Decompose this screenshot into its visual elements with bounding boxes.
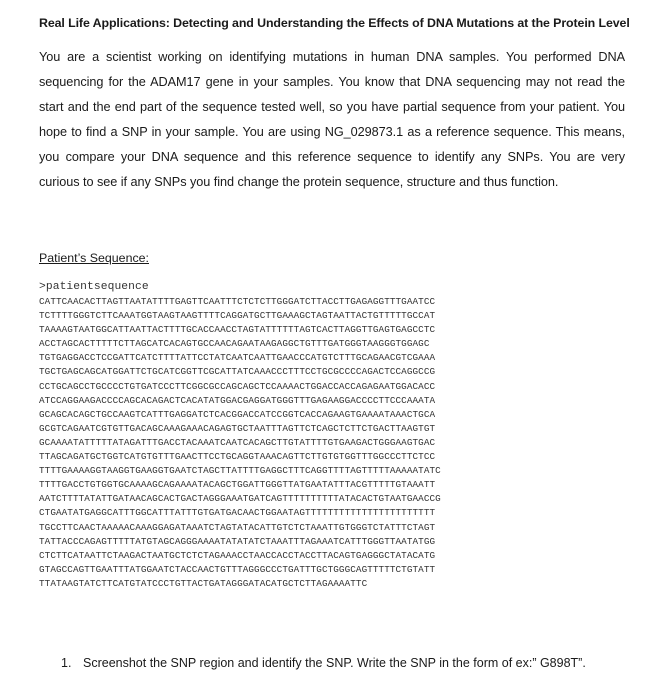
sequence-line: CTGAATATGAGGCATTTGGCATTTATTTGTGATGACAACTGGAATAGTTTTTTTTTTTTTTTTTTTTTTT	[39, 507, 436, 519]
sequence-line: CTCTTCATAATTCTAAGACTAATGCTCTCTAGAAACCTAACCACCTACCTTACAGTGAGGGCTATACATG	[39, 549, 436, 561]
sequence-line: TAAAAGTAATGGCATTAATTACTTTTGCACCAACCTAGTATTTTTTAGTCACTTAGGTTGAGTGAGCCTC	[39, 324, 436, 336]
sequence-header: >patientsequence	[39, 281, 149, 293]
sequence-line: GTAGCCAGTTGAATTTATGGAATCTACCAACTGTTTAGGGCCCTGATTTGCTGGGCAGTTTTTCTGTATT	[39, 563, 436, 575]
sequence-line: TCTTTTGGGTCTTCAAATGGTAAGTAAGTTTTCAGGATGCTTGAAAGCTAGTAATTACTGTTTTTGCCAT	[39, 310, 436, 322]
sequence-line: TTTTGAAAAGGTAAGGTGAAGGTGAATCTAGCTTATTTTGAGGCTTTCAGGTTTTAGTTTTTAAAAATATC	[39, 465, 441, 477]
sequence-line: GCAGCACAGCTGCCAAGTCATTTGAGGATCTCACGGACCATCCGGTCACCAGAAGTGAAAATAAACTGCA	[39, 408, 436, 420]
sequence-line: GCAAAATATTTTTATAGATTTGACCTACAAATCAATCACAGCTTGTATTTTGTGAAGACTGGGAAGTGAC	[39, 436, 436, 448]
patient-sequence-block	[39, 280, 639, 591]
sequence-line: TGCTGAGCAGCATGGATTCTGCATCGGTTCGCATTATCAAACCCTTTCCTGCGCCCCAGACTCCAGGCCG	[39, 366, 436, 378]
sequence-line: TTAGCAGATGCTGGTCATGTGTTTGAACTTCCTGCAGGTAAACAGTTCTTGTGTGGTTTGGCCCTTCTCC	[39, 451, 436, 463]
question-number: 1.	[61, 656, 72, 670]
section-heading-patient-sequence: Patient’s Sequence:	[39, 251, 149, 265]
document-title: Real Life Applications: Detecting and Understanding the Effects of DNA Mutations at the Protein Level	[39, 16, 630, 30]
sequence-line: ATCCAGGAAGACCCCAGCACAGACTCACATATGGACGAGGATGGGTTTGAGAAGGACCCCTTCCCAAATA	[39, 394, 436, 406]
sequence-line: GCGTCAGAATCGTGTTGACAGCAAAGAAACAGAGTGCTAATTTAGTTCTCAGCTCTTCTGACTTAAGTGT	[39, 422, 436, 434]
question-text: Screenshot the SNP region and identify the SNP. Write the SNP in the form of ex:” G898T”.	[83, 656, 586, 670]
intro-paragraph: You are a scientist working on identifying mutations in human DNA samples. You performed DNA sequencing for the ADAM17 gene in your samples. You know that DNA sequencing may not read the start and the end part of the sequence tested well, so you have partial sequence from your patient. You hope to find a SNP in your sample. You are using NG_029873.1 as a reference sequence. This means, you compare your DNA sequence and this reference sequence to identify any SNPs. You are very curious to see if any SNPs you find change the protein sequence, structure and thus function.	[39, 50, 625, 189]
sequence-line: TTATAAGTATCTTCATGTATCCCTGTTACTGATAGGGATACATGCTCTTAGAAAATTC	[39, 577, 368, 589]
sequence-line: TGCCTTCAACTAAAAACAAAGGAGATAAATCTAGTATACATTGTCTCTAAATTGTGGGTCTATTTCTAGT	[39, 521, 436, 533]
sequence-line: CCTGCAGCCTGCCCCTGTGATCCCTTCGGCGCCAGCAGCTCCAAAACTGGACCACCAGAGAATGGACACC	[39, 380, 436, 392]
sequence-line: ACCTAGCACTTTTTCTTAGCATCACAGTGCCAACAGAATAAGAGGCTGTTTGATGGGTAAGGGTGGAGC	[39, 338, 430, 350]
question-item	[61, 656, 586, 670]
sequence-line: TATTACCCAGAGTTTTTATGTAGCAGGGAAAATATATATCTAAATTTAGAAATCATTTGGGTTAATATGG	[39, 535, 436, 547]
sequence-line: TGTGAGGACCTCCGATTCATCTTTTATTCCTATCAATCAATTGAACCCATGTCTTTGCAGAACGTCGAAA	[39, 352, 436, 364]
sequence-line: TTTTGACCTGTGGTGCAAAAGCAGAAAATACAGCTGGATTGGGTTATGAATATTTACGTTTTTGTAAATT	[39, 479, 436, 491]
sequence-line: CATTCAACACTTAGTTAATATTTTGAGTTCAATTTCTCTCTTGGGATCTTACCTTGAGAGGTTTGAATCC	[39, 296, 436, 307]
sequence-line: AATCTTTTATATTGATAACAGCACTGACTAGGGAAATGATCAGTTTTTTTTTTATACACTGTAATGAACCG	[39, 493, 441, 505]
